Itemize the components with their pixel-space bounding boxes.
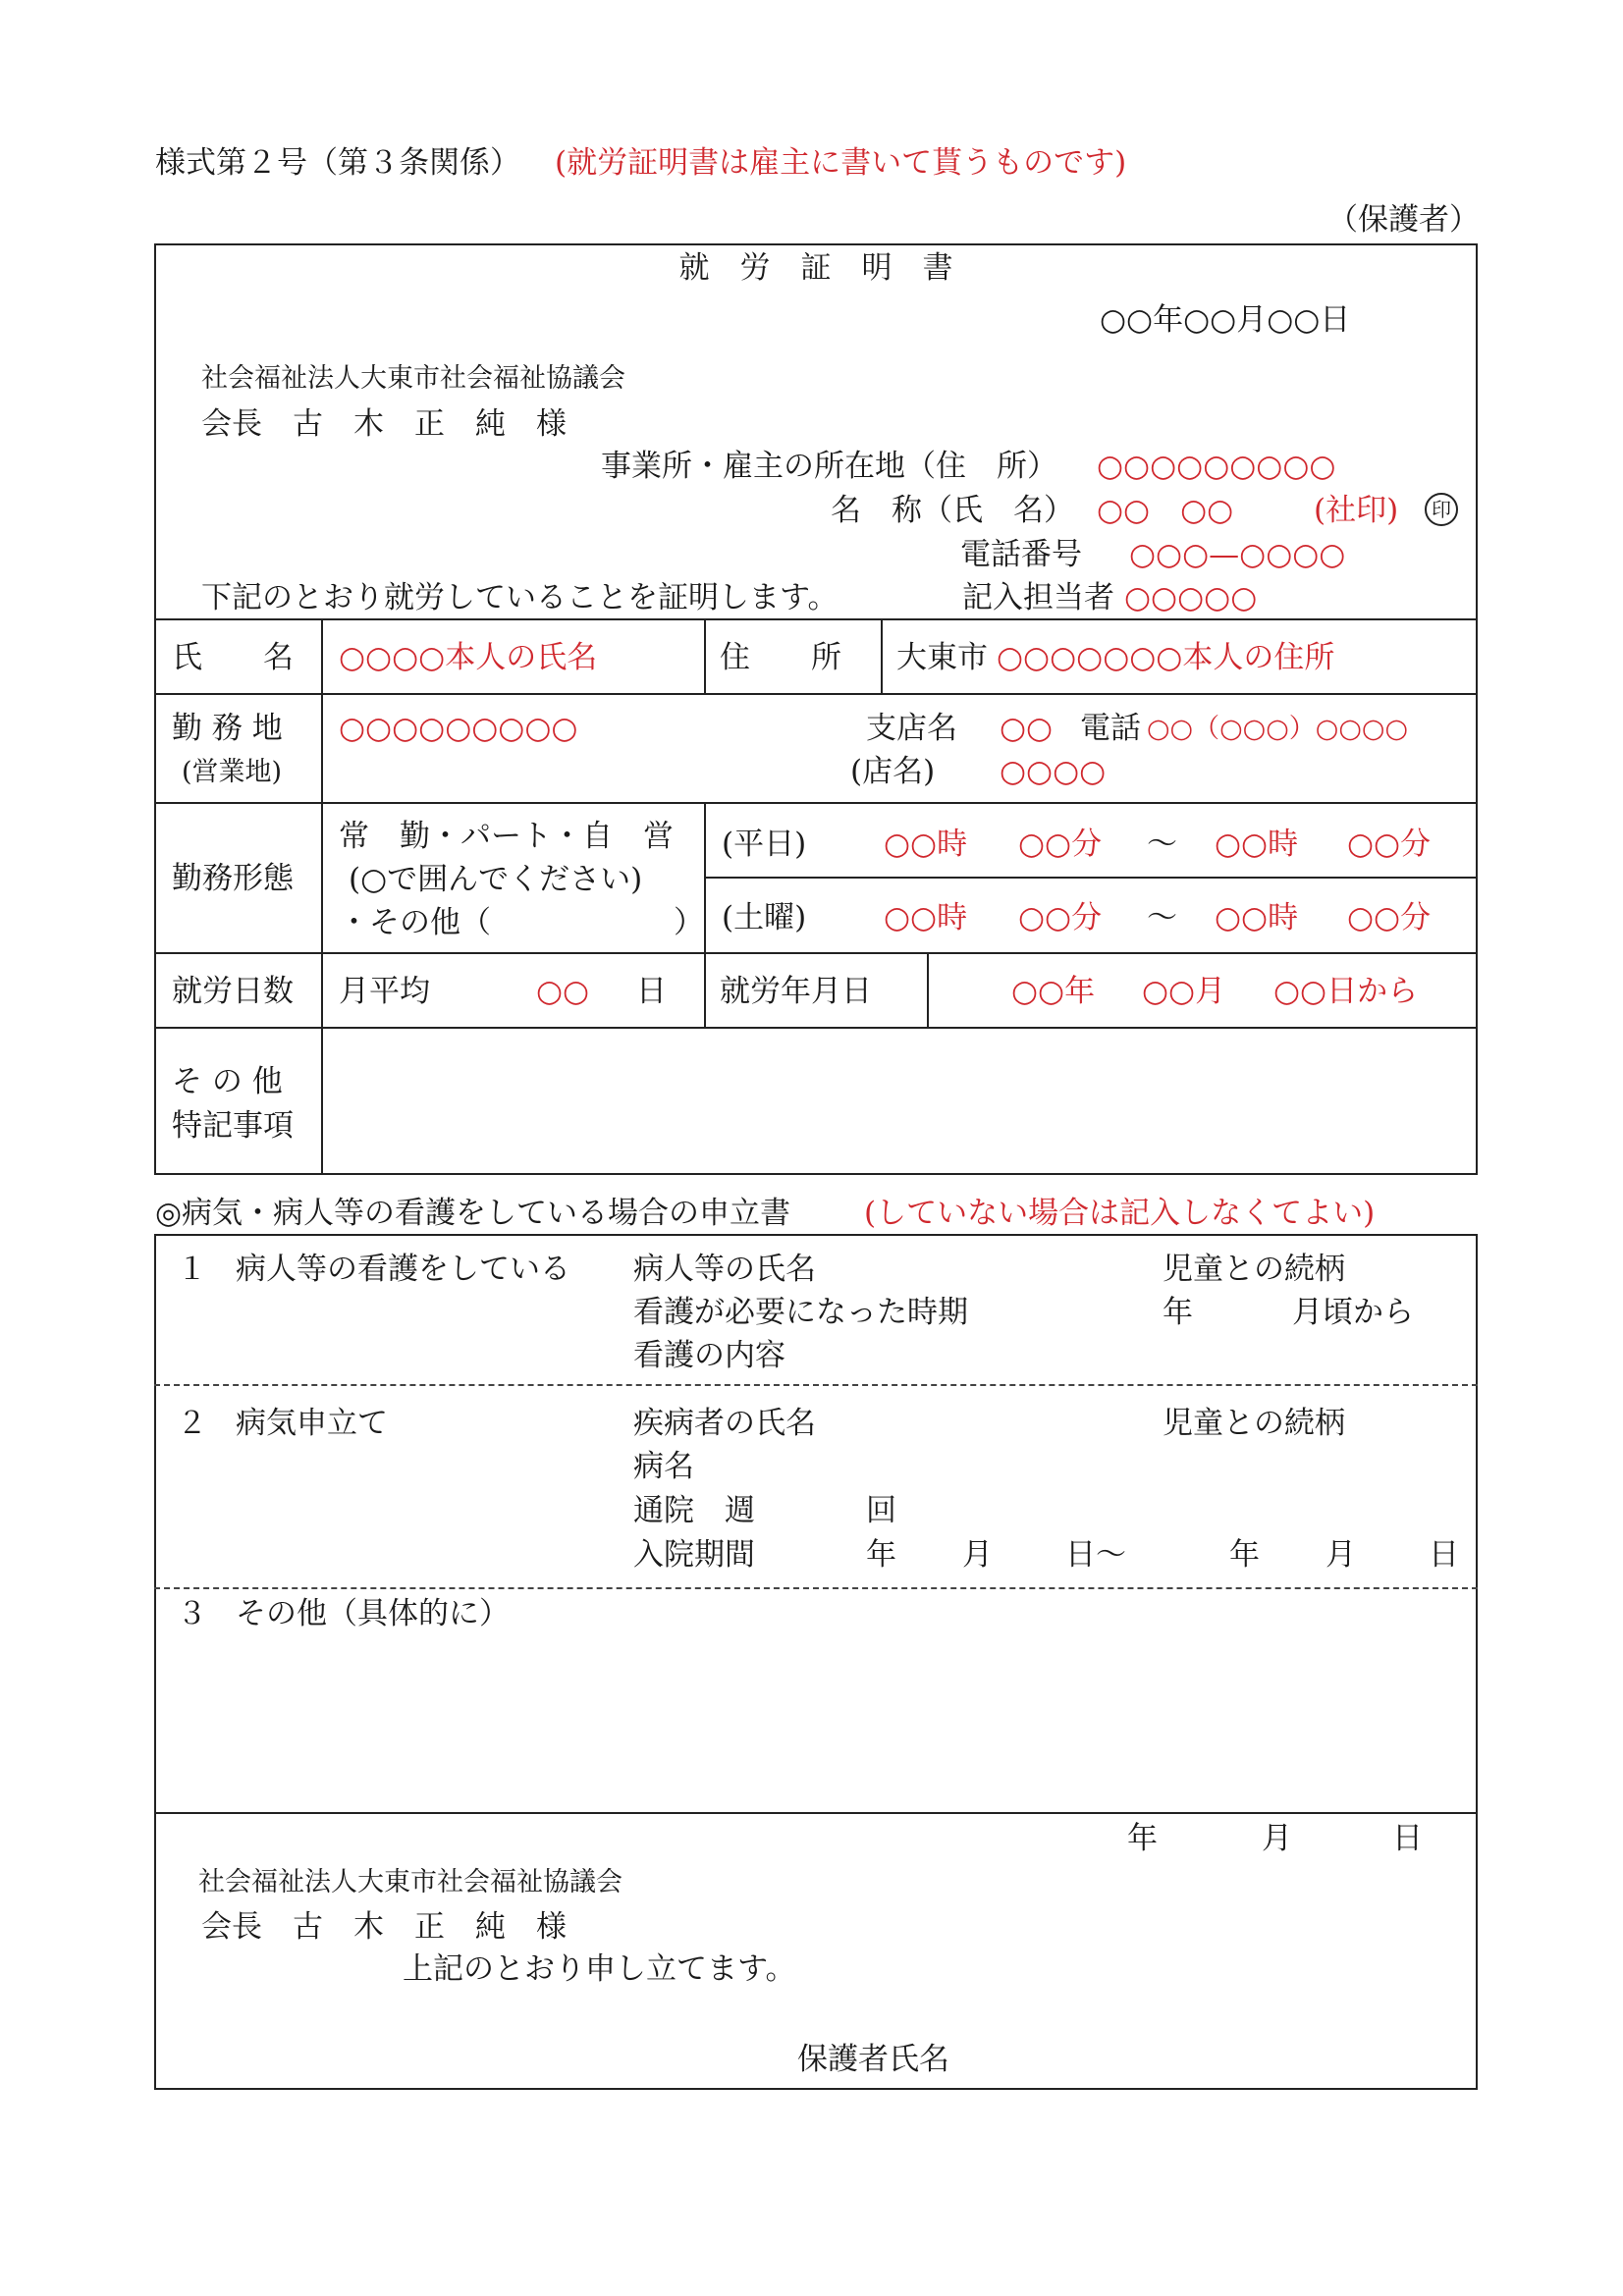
tel-label: 電話	[1080, 711, 1141, 746]
saturday-label: (土曜)	[722, 900, 807, 935]
monthly-average-value: ○○	[536, 974, 590, 1009]
section2-times: 回	[866, 1493, 896, 1528]
company-seal-note: (社印)	[1314, 493, 1399, 528]
start-year: ○○年	[1011, 974, 1096, 1009]
saturday-start-minute: ○○分	[1018, 900, 1103, 935]
section1-when-label: 看護が必要になった時期	[633, 1295, 968, 1330]
branch-label: 支店名	[866, 711, 957, 746]
application-heading-note: (していない場合は記入しなくてよい)	[864, 1196, 1376, 1231]
application-recipient-org: 社会福祉法人大東市社会福祉協議会	[198, 1867, 622, 1897]
sign-year: 年	[1127, 1821, 1158, 1856]
person-in-charge-value: ○○○○○	[1124, 580, 1258, 615]
workplace-value: ○○○○○○○○○	[339, 711, 578, 746]
guardian-name-label: 保護者氏名	[797, 2042, 949, 2077]
row-divider	[154, 952, 1478, 954]
application-recipient-name: 会長 古 木 正 純 様	[201, 1909, 567, 1945]
column-divider	[881, 618, 883, 693]
work-type-label: 勤務形態	[172, 861, 294, 896]
start-day	[1273, 974, 1418, 1010]
employer-name-value: ○○ ○○	[1097, 493, 1234, 528]
certificate-date: ○○年○○月○○日	[1100, 302, 1351, 338]
section2-from-year: 年	[866, 1537, 896, 1573]
weekday-label: (平日)	[722, 827, 807, 862]
section2-to-year: 年	[1229, 1537, 1260, 1573]
workdays-label: 就労日数	[172, 974, 294, 1009]
start-date-label: 就労年月日	[720, 974, 872, 1009]
branch-value: ○○	[1000, 711, 1054, 746]
tel-value: ○○（○○○）○○○○	[1147, 714, 1409, 744]
saturday-end-hour: ○○時	[1215, 900, 1299, 935]
dashed-divider	[154, 1587, 1478, 1589]
start-day-text: ○○日から	[1273, 974, 1419, 1009]
section2-to-month: 月	[1325, 1537, 1356, 1573]
application-frame	[154, 1234, 1478, 2090]
employer-address-value: ○○○○○○○○○	[1097, 449, 1336, 484]
work-type-options: 常 勤・パート・自 営	[339, 819, 674, 854]
certificate-title: 就 労 証 明 書	[678, 250, 953, 286]
row-divider	[154, 1027, 1478, 1029]
section-divider	[154, 1812, 1478, 1814]
guardian-tag: （保護者）	[1327, 202, 1480, 238]
section1-title: 病人等の看護をしている	[236, 1252, 570, 1287]
section2-hospital-label: 入院期間	[633, 1537, 755, 1573]
column-divider	[321, 618, 323, 1175]
section2-from-day: 日〜	[1065, 1537, 1126, 1573]
section1-relation-label: 児童との続柄	[1163, 1252, 1345, 1287]
address-value: ○○○○○○○本人の住所	[997, 640, 1335, 675]
row-divider	[154, 618, 1478, 620]
section1-patient-label: 病人等の氏名	[633, 1252, 816, 1287]
row-divider	[154, 802, 1478, 804]
address-label: 住 所	[720, 640, 841, 675]
row-divider	[704, 877, 1478, 879]
person-in-charge-label: 記入担当者	[962, 580, 1114, 615]
section2-to-day: 日	[1429, 1537, 1459, 1573]
section3-title: その他（具体的に）	[236, 1596, 510, 1631]
work-type-instruction: (○で囲んでください)	[349, 862, 643, 897]
store-value: ○○○○	[1000, 754, 1107, 789]
saturday-start-hour: ○○時	[884, 900, 968, 935]
section2-number: ２	[177, 1406, 207, 1441]
phone-value: ○○○—○○○○	[1129, 537, 1346, 572]
column-divider	[704, 618, 706, 693]
column-divider	[927, 952, 929, 1027]
employer-address-label: 事業所・雇主の所在地（住 所）	[601, 449, 1057, 484]
address-city: 大東市	[896, 640, 988, 675]
application-statement: 上記のとおり申し立てます。	[403, 1951, 796, 1987]
other-label-line2: 特記事項	[172, 1108, 294, 1144]
section1-number: １	[177, 1252, 207, 1287]
weekday-end-hour: ○○時	[1215, 827, 1299, 862]
section2-visit-label: 通院 週	[633, 1493, 755, 1528]
name-label: 氏 名	[172, 640, 294, 675]
section2-from-month: 月	[962, 1537, 993, 1573]
section1-content-label: 看護の内容	[633, 1338, 785, 1373]
work-type-other: ・その他（ ）	[339, 905, 704, 940]
certify-statement: 下記のとおり就労していることを証明します。	[201, 580, 839, 615]
recipient-name: 会長 古 木 正 純 様	[201, 406, 567, 442]
store-label: (店名)	[850, 754, 936, 789]
column-divider	[704, 802, 706, 1027]
weekday-tilde: 〜	[1147, 827, 1177, 862]
seal-stamp-icon: 印	[1425, 493, 1458, 526]
application-heading: ◎病気・病人等の看護をしている場合の申立書	[155, 1196, 791, 1231]
start-month: ○○月	[1142, 974, 1226, 1009]
other-label-line1: そ の 他	[172, 1064, 283, 1099]
section2-disease-label: 病名	[633, 1449, 694, 1484]
section2-relation-label: 児童との続柄	[1163, 1406, 1345, 1441]
saturday-tilde: 〜	[1147, 900, 1177, 935]
row-divider	[154, 693, 1478, 695]
employer-name-label: 名 称（氏 名）	[831, 493, 1074, 528]
workplace-sublabel: (営業地)	[182, 757, 283, 787]
workplace-label: 勤 務 地	[172, 711, 283, 746]
saturday-end-minute: ○○分	[1347, 900, 1432, 935]
instruction-note: (就労証明書は雇主に書いて貰うものです)	[555, 145, 1127, 181]
day-unit: 日	[636, 974, 667, 1009]
weekday-end-minute: ○○分	[1347, 827, 1432, 862]
section2-patient-label: 疾病者の氏名	[633, 1406, 816, 1441]
monthly-average-label: 月平均	[339, 974, 430, 1009]
weekday-start-minute: ○○分	[1018, 827, 1103, 862]
section2-title: 病気申立て	[236, 1406, 388, 1441]
form-number: 様式第２号（第３条関係）	[155, 145, 520, 181]
dashed-divider	[154, 1384, 1478, 1386]
weekday-start-hour: ○○時	[884, 827, 968, 862]
section1-year: 年	[1163, 1295, 1193, 1330]
recipient-org: 社会福祉法人大東市社会福祉協議会	[201, 363, 625, 394]
section3-number: ３	[177, 1596, 207, 1631]
phone-label: 電話番号	[960, 537, 1082, 572]
name-value: ○○○○本人の氏名	[339, 640, 598, 675]
section1-month-from: 月頃から	[1292, 1295, 1414, 1330]
sign-day: 日	[1392, 1821, 1423, 1856]
sign-month: 月	[1262, 1821, 1292, 1856]
